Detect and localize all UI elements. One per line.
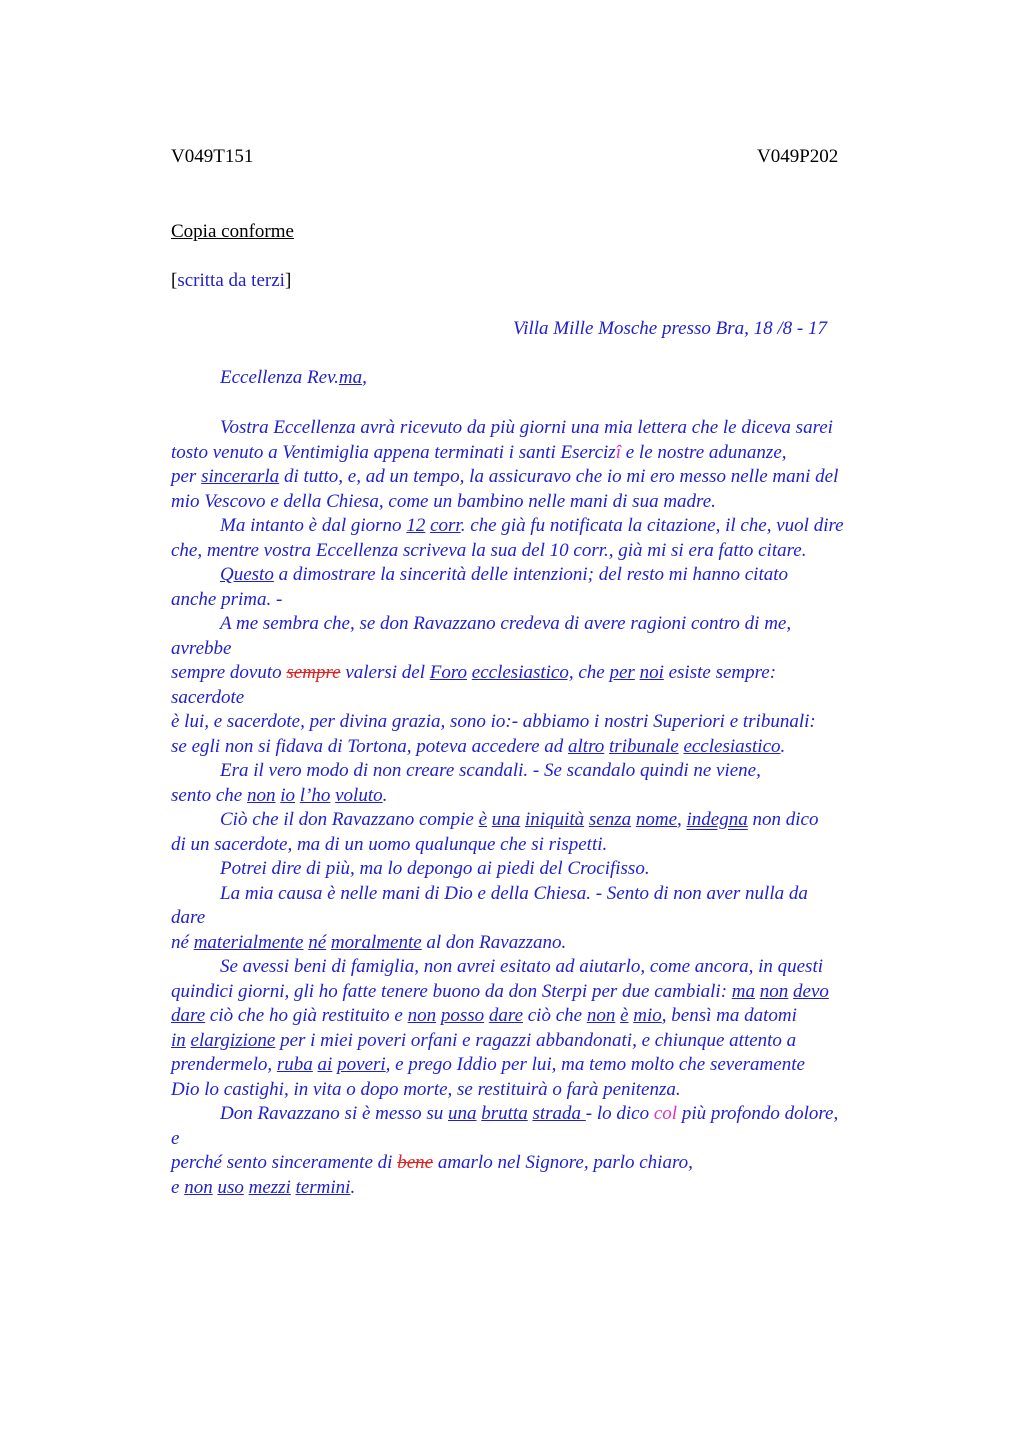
text-underlined: una (491, 809, 521, 830)
letter-line (171, 465, 911, 490)
text-run: Potrei dire di più, ma lo depongo ai piedi del Crocifisso. (220, 858, 650, 879)
text-underlined: non (184, 1176, 213, 1198)
text-run: ciò che (523, 1005, 587, 1026)
text-run: esiste sempre: (663, 662, 777, 683)
text-underlined: termini (295, 1176, 351, 1198)
text-underlined: brutta (481, 1103, 528, 1124)
text-run: . (382, 784, 388, 806)
text-run: che, mentre vostra Eccellenza scriveva la sua del 10 corr., già mi si era fatto citare. (171, 539, 807, 561)
text-run: tosto venuto a Ventimiglia appena terminati i santi Eserciz (171, 441, 616, 463)
salutation-comma: , (362, 367, 367, 388)
letter-line (171, 784, 911, 809)
letter-line (171, 906, 911, 931)
text-run: né (171, 931, 194, 953)
salutation-text: Eccellenza Rev. (220, 367, 339, 388)
text-underlined: ai (317, 1054, 333, 1075)
letter-line (171, 857, 911, 882)
text-underlined: mio (633, 1005, 662, 1026)
text-run: sento che (171, 784, 247, 806)
text-underlined: ecclesiastico, (471, 662, 574, 683)
letter-line (171, 514, 911, 539)
text-run: Ma intanto è dal giorno (220, 515, 407, 536)
text-run: avrebbe (171, 637, 232, 659)
letter-dateline: Villa Mille Mosche presso Bra, 18 /8 - 17 (513, 318, 827, 339)
text-underlined: non (246, 784, 276, 806)
text-underlined: sincerarla (201, 466, 280, 487)
text-run: perché sento sinceramente di (171, 1152, 398, 1173)
letter-line (171, 1078, 911, 1103)
text-underlined: tribunale (609, 735, 679, 757)
text-run: quindici giorni, gli ho fatte tenere buono da don Sterpi per due cambiali: (171, 980, 732, 1002)
text-underlined: in (171, 1029, 186, 1051)
text-run: Dio lo castighi, in vita o dopo morte, se restituirà o farà penitenza. (171, 1078, 681, 1100)
letter-line (171, 416, 911, 441)
text-run: per i miei poveri orfani e ragazzi abbandonati, e chiunque attento a (275, 1029, 797, 1051)
text-highlight: col (653, 1103, 678, 1124)
text-highlight: î (615, 441, 621, 463)
text-double-underlined: indegna (686, 809, 748, 830)
letter-line (171, 882, 911, 907)
text-underlined: mezzi (248, 1176, 291, 1198)
text-run: , e prego Iddio per lui, ma temo molto che severamente (385, 1054, 805, 1075)
letter-line (171, 441, 911, 466)
text-underlined: senza (588, 809, 632, 830)
text-run: per (171, 466, 202, 487)
text-underlined: io (280, 784, 296, 806)
text-underlined: ecclesiastico (683, 735, 781, 757)
text-run: A me sembra che, se don Ravazzano credeva di avere ragioni contro di me, (220, 613, 792, 634)
editorial-note-text: scritta da terzi (177, 270, 285, 291)
letter-line (171, 1151, 911, 1176)
text-run: sacerdote (171, 686, 245, 708)
text-run: ciò che ho già restituito e (205, 1005, 408, 1026)
text-underlined: altro (568, 735, 605, 757)
text-run: se egli non si fidava di Tortona, poteva accedere ad (171, 735, 569, 757)
text-underlined: dare (488, 1005, 523, 1026)
text-underlined: una (448, 1103, 477, 1124)
text-run: di un sacerdote, ma di un uomo qualunque che si rispetti. (171, 833, 608, 855)
text-underlined: ruba (276, 1054, 313, 1075)
text-run: . (780, 735, 786, 757)
text-underlined: elargizione (190, 1029, 276, 1051)
text-underlined: né (308, 931, 327, 953)
letter-line (171, 735, 911, 760)
text-run: Vostra Eccellenza avrà ricevuto da più giorni una mia lettera che le diceva sarei (220, 417, 833, 438)
text-underlined: poveri (337, 1054, 386, 1075)
letter-line (171, 490, 911, 515)
letter-line (171, 612, 911, 637)
text-run: , (677, 809, 687, 830)
text-run: di tutto, e, ad un tempo, la assicuravo che io mi ero messo nelle mani del (279, 466, 839, 487)
text-run: valersi del (340, 662, 430, 683)
letter-line (171, 1053, 911, 1078)
letter-line (171, 1102, 911, 1127)
bracket-close: ] (284, 270, 292, 291)
text-run: prendermelo, (171, 1054, 277, 1075)
letter-salutation (220, 367, 367, 389)
text-run: - lo dico (585, 1103, 654, 1124)
copia-conforme-heading: Copia conforme (171, 221, 294, 242)
text-underlined: uso (217, 1176, 244, 1198)
letter-body (171, 416, 911, 1200)
letter-line (171, 808, 911, 833)
letter-line (171, 955, 911, 980)
text-run: Don Ravazzano si è messo su (220, 1103, 448, 1124)
text-underlined: non (407, 1005, 437, 1026)
letter-line (171, 980, 911, 1005)
text-underlined: moralmente (330, 931, 422, 953)
text-underlined: materialmente (193, 931, 304, 953)
letter-line (171, 759, 911, 784)
text-run: sempre dovuto (171, 662, 287, 683)
text-run: Era il vero modo di non creare scandali. - Se scandalo quindi ne viene, (220, 760, 761, 781)
text-run: . che già fu notificata la citazione, il che, vuol dire (460, 515, 844, 536)
letter-line (171, 1176, 911, 1201)
text-run: . (350, 1176, 356, 1198)
text-underlined: nome (635, 809, 678, 830)
document-code-left: V049T151 (171, 146, 254, 167)
text-run: amarlo nel Signore, parlo chiaro, (433, 1152, 693, 1173)
text-run: non dico (747, 809, 819, 830)
text-underlined: non (586, 1005, 616, 1026)
letter-line (171, 931, 911, 956)
text-run: che (573, 662, 610, 683)
text-underlined: è (478, 809, 488, 830)
letter-line (171, 1127, 911, 1152)
text-run: anche prima. - (171, 588, 283, 610)
letter-line (171, 588, 911, 613)
text-underlined: dare (171, 1005, 206, 1026)
letter-line (171, 539, 911, 564)
text-run: , bensì ma datomi (661, 1005, 797, 1026)
bracket-open: [ (171, 270, 178, 291)
letter-line (171, 1004, 911, 1029)
text-underlined: devo (793, 980, 829, 1002)
text-run: e le nostre adunanze, (620, 441, 787, 463)
text-run: al don Ravazzano. (421, 931, 567, 953)
letter-line (171, 563, 911, 588)
text-underlined: non (759, 980, 789, 1002)
text-underlined: iniquità (525, 809, 585, 830)
text-underlined: 12 (406, 515, 426, 536)
text-underlined: l’ho (299, 784, 331, 806)
letter-line (171, 686, 911, 711)
text-underlined: corr (430, 515, 461, 536)
letter-line (171, 1029, 911, 1054)
text-run: a dimostrare la sincerità delle intenzioni; del resto mi hanno citato (273, 564, 789, 585)
text-underlined: posso (440, 1005, 485, 1026)
text-underlined: ma (731, 980, 756, 1002)
text-underlined: strada (532, 1103, 586, 1124)
text-run: Ciò che il don Ravazzano compie (220, 809, 479, 830)
text-run: più profondo dolore, (677, 1103, 839, 1124)
text-run: La mia causa è nelle mani di Dio e della Chiesa. - Sento di non aver nulla da (220, 882, 808, 904)
text-run: è lui, e sacerdote, per divina grazia, sono io:- abbiamo i nostri Superiori e tribunali: (171, 711, 816, 732)
letter-line (171, 637, 911, 662)
letter-line (171, 710, 911, 735)
letter-line (171, 661, 911, 686)
letter-line (171, 833, 911, 858)
document-code-right: V049P202 (757, 146, 839, 167)
editorial-note (171, 270, 291, 292)
text-run: Se avessi beni di famiglia, non avrei esitato ad aiutarlo, come ancora, in questi (220, 956, 823, 977)
salutation-abbrev: ma (338, 367, 363, 388)
text-underlined: è (620, 1005, 629, 1026)
text-struck-through: bene (397, 1152, 434, 1173)
text-struck-through: sempre (286, 662, 341, 683)
text-run: mio Vescovo e della Chiesa, come un bambino nelle mani di sua madre. (171, 490, 716, 512)
text-underlined: voluto (335, 784, 383, 806)
text-underlined: Questo (220, 564, 274, 585)
text-underlined: per (609, 662, 635, 683)
text-run: e (171, 1176, 185, 1198)
text-run: dare (171, 907, 206, 928)
text-run: e (171, 1127, 180, 1149)
text-underlined: noi (639, 662, 664, 683)
text-underlined: Foro (429, 662, 468, 683)
